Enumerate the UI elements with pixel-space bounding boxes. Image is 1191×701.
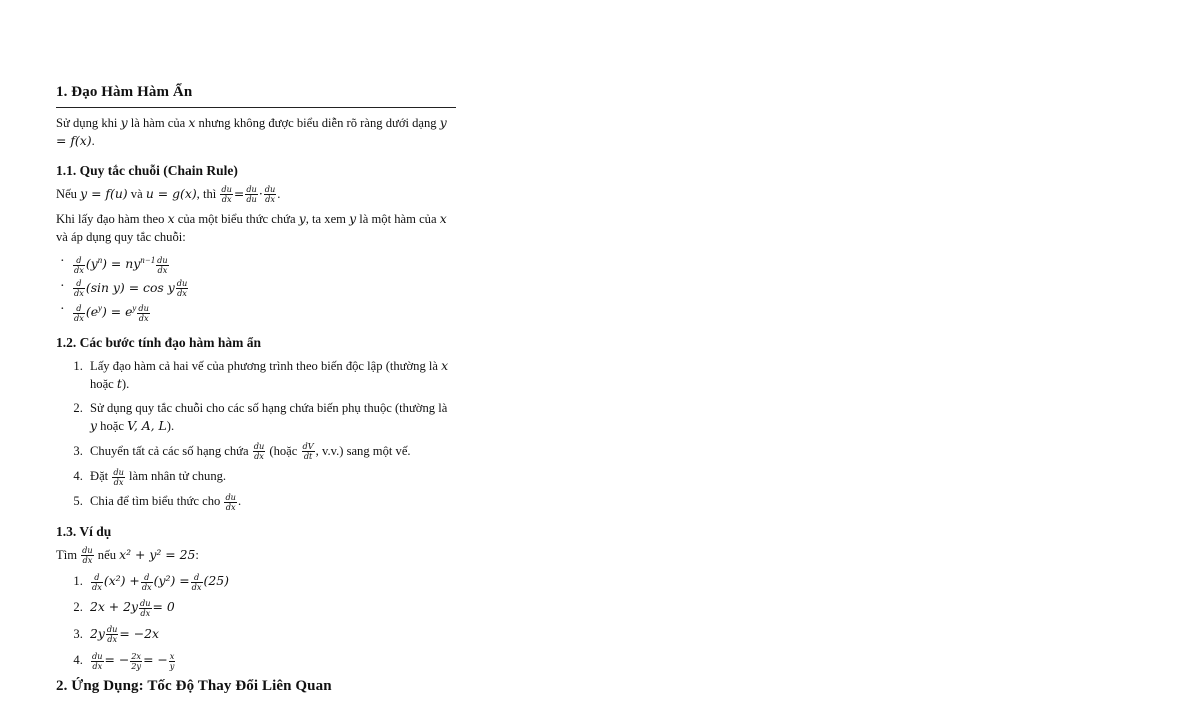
sol1-body-2: (y²) = bbox=[153, 573, 190, 589]
rule3-body-1: (e bbox=[85, 304, 99, 320]
intro-text-end: . bbox=[91, 134, 95, 149]
step5-text-b: . bbox=[237, 494, 242, 509]
step4-text-b: làm nhân tử chung. bbox=[125, 469, 227, 484]
sol2-tail: = 0 bbox=[152, 599, 175, 615]
list-item bbox=[56, 302, 456, 322]
rule2-ddx bbox=[73, 279, 85, 298]
rule1-ddx-den: dx bbox=[74, 264, 84, 275]
intro-var-x: x bbox=[188, 115, 196, 130]
chain-rule-explanation bbox=[56, 210, 456, 247]
example-frac-den: dx bbox=[82, 555, 93, 566]
rule2-ddx-den: dx bbox=[74, 288, 84, 299]
step1-text-a: Lấy đạo hàm cả hai vế của phương trình theo biến độc lập (thường là bbox=[90, 358, 442, 373]
step3-fraction-1 bbox=[253, 442, 266, 461]
step5-frac-den: dx bbox=[225, 501, 236, 512]
rule2-fraction bbox=[176, 279, 189, 298]
sol3-frac-num: du bbox=[106, 624, 118, 635]
rule1-ddx bbox=[73, 256, 85, 275]
intro-text-a: Sử dụng khi bbox=[56, 116, 121, 130]
sol1-ddx2-den: dx bbox=[141, 581, 152, 592]
chain-eq-1: y = f(u) bbox=[80, 185, 128, 201]
list-item bbox=[86, 399, 456, 436]
sol1-ddx-2 bbox=[141, 573, 153, 592]
rule2-body: (sin y) = cos y bbox=[85, 279, 175, 295]
step3-text-a: Chuyển tất cả các số hạng chứa bbox=[90, 443, 252, 458]
chain-frac2-den: du bbox=[246, 194, 257, 204]
sol1-ddx-3 bbox=[191, 573, 203, 592]
sol1-ddx2-num: d bbox=[141, 573, 153, 583]
step1-text-c: ). bbox=[121, 376, 130, 391]
explain-e: và áp dụng quy tắc chuỗi: bbox=[56, 230, 186, 245]
sol1-ddx1-num: 1. d bbox=[91, 573, 103, 583]
explain-var-y1: y bbox=[298, 210, 306, 226]
rule3-body-2: ) = e bbox=[101, 304, 133, 320]
chain-fraction-3 bbox=[264, 185, 277, 204]
chain-frac3-num: du bbox=[264, 184, 276, 195]
list-item bbox=[86, 467, 456, 486]
rule1-frac-num: du bbox=[157, 255, 168, 266]
example-lead-a: Tìm bbox=[56, 547, 81, 562]
sol1-ddx3-den: dx bbox=[191, 581, 202, 592]
sol3-fraction bbox=[106, 625, 119, 644]
explain-var-x1: x bbox=[167, 210, 175, 226]
rule3-ddx-den: dx bbox=[74, 312, 84, 323]
chain-fraction-1 bbox=[220, 185, 233, 204]
step4-text-a: Đặt bbox=[90, 469, 112, 484]
sol1-ddx-1 bbox=[91, 573, 103, 592]
rule1-body-1: (y bbox=[85, 256, 98, 272]
chain-rule-line bbox=[56, 185, 456, 204]
sol4-frac1-den: dx bbox=[92, 660, 103, 671]
chain-fraction-2 bbox=[245, 185, 258, 204]
list-item bbox=[56, 279, 456, 298]
sol4-frac2-num: 2x bbox=[131, 650, 142, 661]
example-lead-b: nếu bbox=[94, 547, 120, 562]
rule2-ddx-num: · d bbox=[73, 279, 85, 289]
step3-text-b: (hoặc bbox=[266, 443, 301, 458]
step3-fraction-2 bbox=[302, 442, 315, 461]
chain-text-end: . bbox=[277, 186, 281, 201]
list-item bbox=[86, 651, 456, 670]
intro-equation: y = f(x) bbox=[56, 115, 447, 149]
sol4-frac2-den: 2y bbox=[131, 660, 142, 671]
explain-d: là một hàm của bbox=[356, 211, 440, 226]
sol4-fraction-3 bbox=[169, 652, 176, 671]
step1-var-1: x bbox=[441, 357, 449, 373]
step5-fraction bbox=[224, 493, 237, 512]
step5-frac-num: du bbox=[225, 492, 236, 503]
section-1-1-heading: 1.1. Quy tắc chuỗi (Chain Rule) bbox=[56, 162, 238, 178]
rule1-body-2: ) = ny bbox=[102, 256, 141, 272]
rule3-power-2: y bbox=[132, 303, 137, 314]
chain-text-mid: và bbox=[127, 186, 146, 201]
rule1-ddx-num: · d bbox=[73, 256, 85, 266]
rule2-frac-den: dx bbox=[177, 288, 187, 299]
step2-var-2: V, A, L bbox=[127, 418, 167, 434]
sol2-frac-den: dx bbox=[140, 607, 151, 618]
sol2-lead: 2x + 2y bbox=[90, 599, 139, 615]
sol4-mid-2: = − bbox=[143, 652, 168, 668]
step1-text-b: hoặc bbox=[90, 376, 117, 391]
step3-frac2-num: dV bbox=[302, 441, 314, 452]
list-item bbox=[86, 625, 456, 644]
explain-var-y2: y bbox=[349, 210, 357, 226]
sol1-ddx3-num: d bbox=[191, 573, 203, 583]
rule3-power-1: y bbox=[98, 303, 102, 314]
rule2-frac-num: du bbox=[176, 278, 188, 289]
rule3-frac-den: dx bbox=[138, 312, 149, 323]
rule1-power-2: n−1 bbox=[140, 255, 156, 266]
section-2-heading: 2. Ứng Dụng: Tốc Độ Thay Đổi Liên Quan bbox=[56, 677, 332, 694]
rule3-ddx-num: · d bbox=[73, 304, 85, 314]
step4-frac-den: dx bbox=[113, 476, 124, 487]
section-1-heading: 1. Đạo Hàm Hàm Ẩn bbox=[56, 84, 456, 108]
chain-eq-2: u = g(x) bbox=[145, 185, 197, 201]
sol3-frac-den: dx bbox=[107, 634, 118, 645]
example-lead bbox=[56, 546, 456, 565]
explain-var-x2: x bbox=[439, 210, 447, 226]
chain-dot: · bbox=[258, 185, 263, 201]
chain-text-then: , thì bbox=[196, 186, 220, 201]
chain-frac2-num: du bbox=[246, 184, 257, 195]
chain-frac1-num: du bbox=[221, 184, 232, 195]
sol4-frac3-den: y bbox=[169, 660, 175, 671]
sol4-mid-1: = − bbox=[104, 652, 130, 668]
list-item bbox=[86, 442, 456, 461]
rule1-frac-den: dx bbox=[157, 264, 168, 275]
step3-frac1-den: dx bbox=[254, 451, 264, 462]
section-1-intro bbox=[56, 114, 456, 151]
example-equation: x² + y² = 25 bbox=[119, 546, 196, 562]
rule3-fraction bbox=[137, 304, 150, 323]
sol4-frac1-num: 4. du bbox=[92, 650, 103, 661]
implicit-diff-steps bbox=[56, 357, 456, 512]
rule3-frac-num: du bbox=[138, 302, 149, 313]
list-item bbox=[86, 492, 456, 511]
intro-text-c: nhưng không được biểu diễn rõ ràng dưới dạng bbox=[195, 116, 440, 130]
step2-var-1: y bbox=[90, 418, 97, 434]
rule1-power-1: n bbox=[97, 255, 103, 266]
explain-b: của một biểu thức chứa bbox=[174, 211, 299, 226]
sol4-frac3-num: x bbox=[169, 650, 175, 661]
list-item bbox=[86, 572, 456, 591]
sol3-lead: 2y bbox=[90, 625, 105, 641]
chain-equals: = bbox=[233, 185, 245, 201]
step2-text-a: Sử dụng quy tắc chuỗi cho các số hạng chứa biến phụ thuộc (thường là bbox=[90, 401, 448, 416]
step2-text-c: ). bbox=[166, 419, 175, 434]
rule1-fraction bbox=[156, 256, 169, 275]
step5-text-a: Chia để tìm biểu thức cho bbox=[90, 494, 224, 509]
intro-var-y: y bbox=[120, 115, 128, 130]
intro-text-b: là hàm của bbox=[127, 116, 189, 130]
step2-text-b: hoặc bbox=[97, 419, 128, 434]
explain-a: Khi lấy đạo hàm theo bbox=[56, 211, 168, 226]
chain-frac1-den: dx bbox=[221, 194, 232, 204]
sol2-frac-num: du bbox=[140, 598, 151, 609]
example-lead-c: : bbox=[195, 547, 199, 562]
step3-frac2-den: dt bbox=[303, 451, 313, 462]
chain-text-start: Nếu bbox=[56, 186, 81, 201]
section-1-3-heading: 1.3. Ví dụ bbox=[56, 523, 112, 539]
step4-frac-num: du bbox=[113, 466, 124, 477]
chain-frac3-den: dx bbox=[265, 194, 275, 204]
list-item bbox=[86, 598, 456, 617]
explain-c: , ta xem bbox=[305, 211, 350, 226]
rule3-ddx bbox=[73, 304, 85, 323]
step4-fraction bbox=[112, 468, 125, 487]
step1-var-2: t bbox=[116, 375, 122, 391]
chain-rule-examples-list bbox=[56, 254, 456, 322]
example-frac-num: du bbox=[82, 545, 93, 556]
example-solution-steps bbox=[56, 572, 456, 670]
list-item bbox=[56, 254, 456, 274]
step3-text-c: , v.v.) sang một vế. bbox=[315, 443, 411, 458]
sol3-tail: = −2x bbox=[119, 625, 159, 641]
section-1-2-heading: 1.2. Các bước tính đạo hàm hàm ẩn bbox=[56, 334, 261, 350]
example-fraction bbox=[81, 546, 94, 565]
sol2-fraction bbox=[139, 599, 152, 618]
sol1-body-3: (25) bbox=[203, 573, 229, 589]
sol4-fraction-1 bbox=[91, 652, 104, 671]
sol1-body-1: (x²) + bbox=[103, 573, 140, 589]
document-body bbox=[56, 84, 456, 701]
sol1-ddx1-den: dx bbox=[92, 581, 102, 592]
list-item bbox=[86, 357, 456, 394]
sol4-fraction-2 bbox=[130, 652, 142, 671]
step3-frac1-num: du bbox=[253, 441, 265, 452]
